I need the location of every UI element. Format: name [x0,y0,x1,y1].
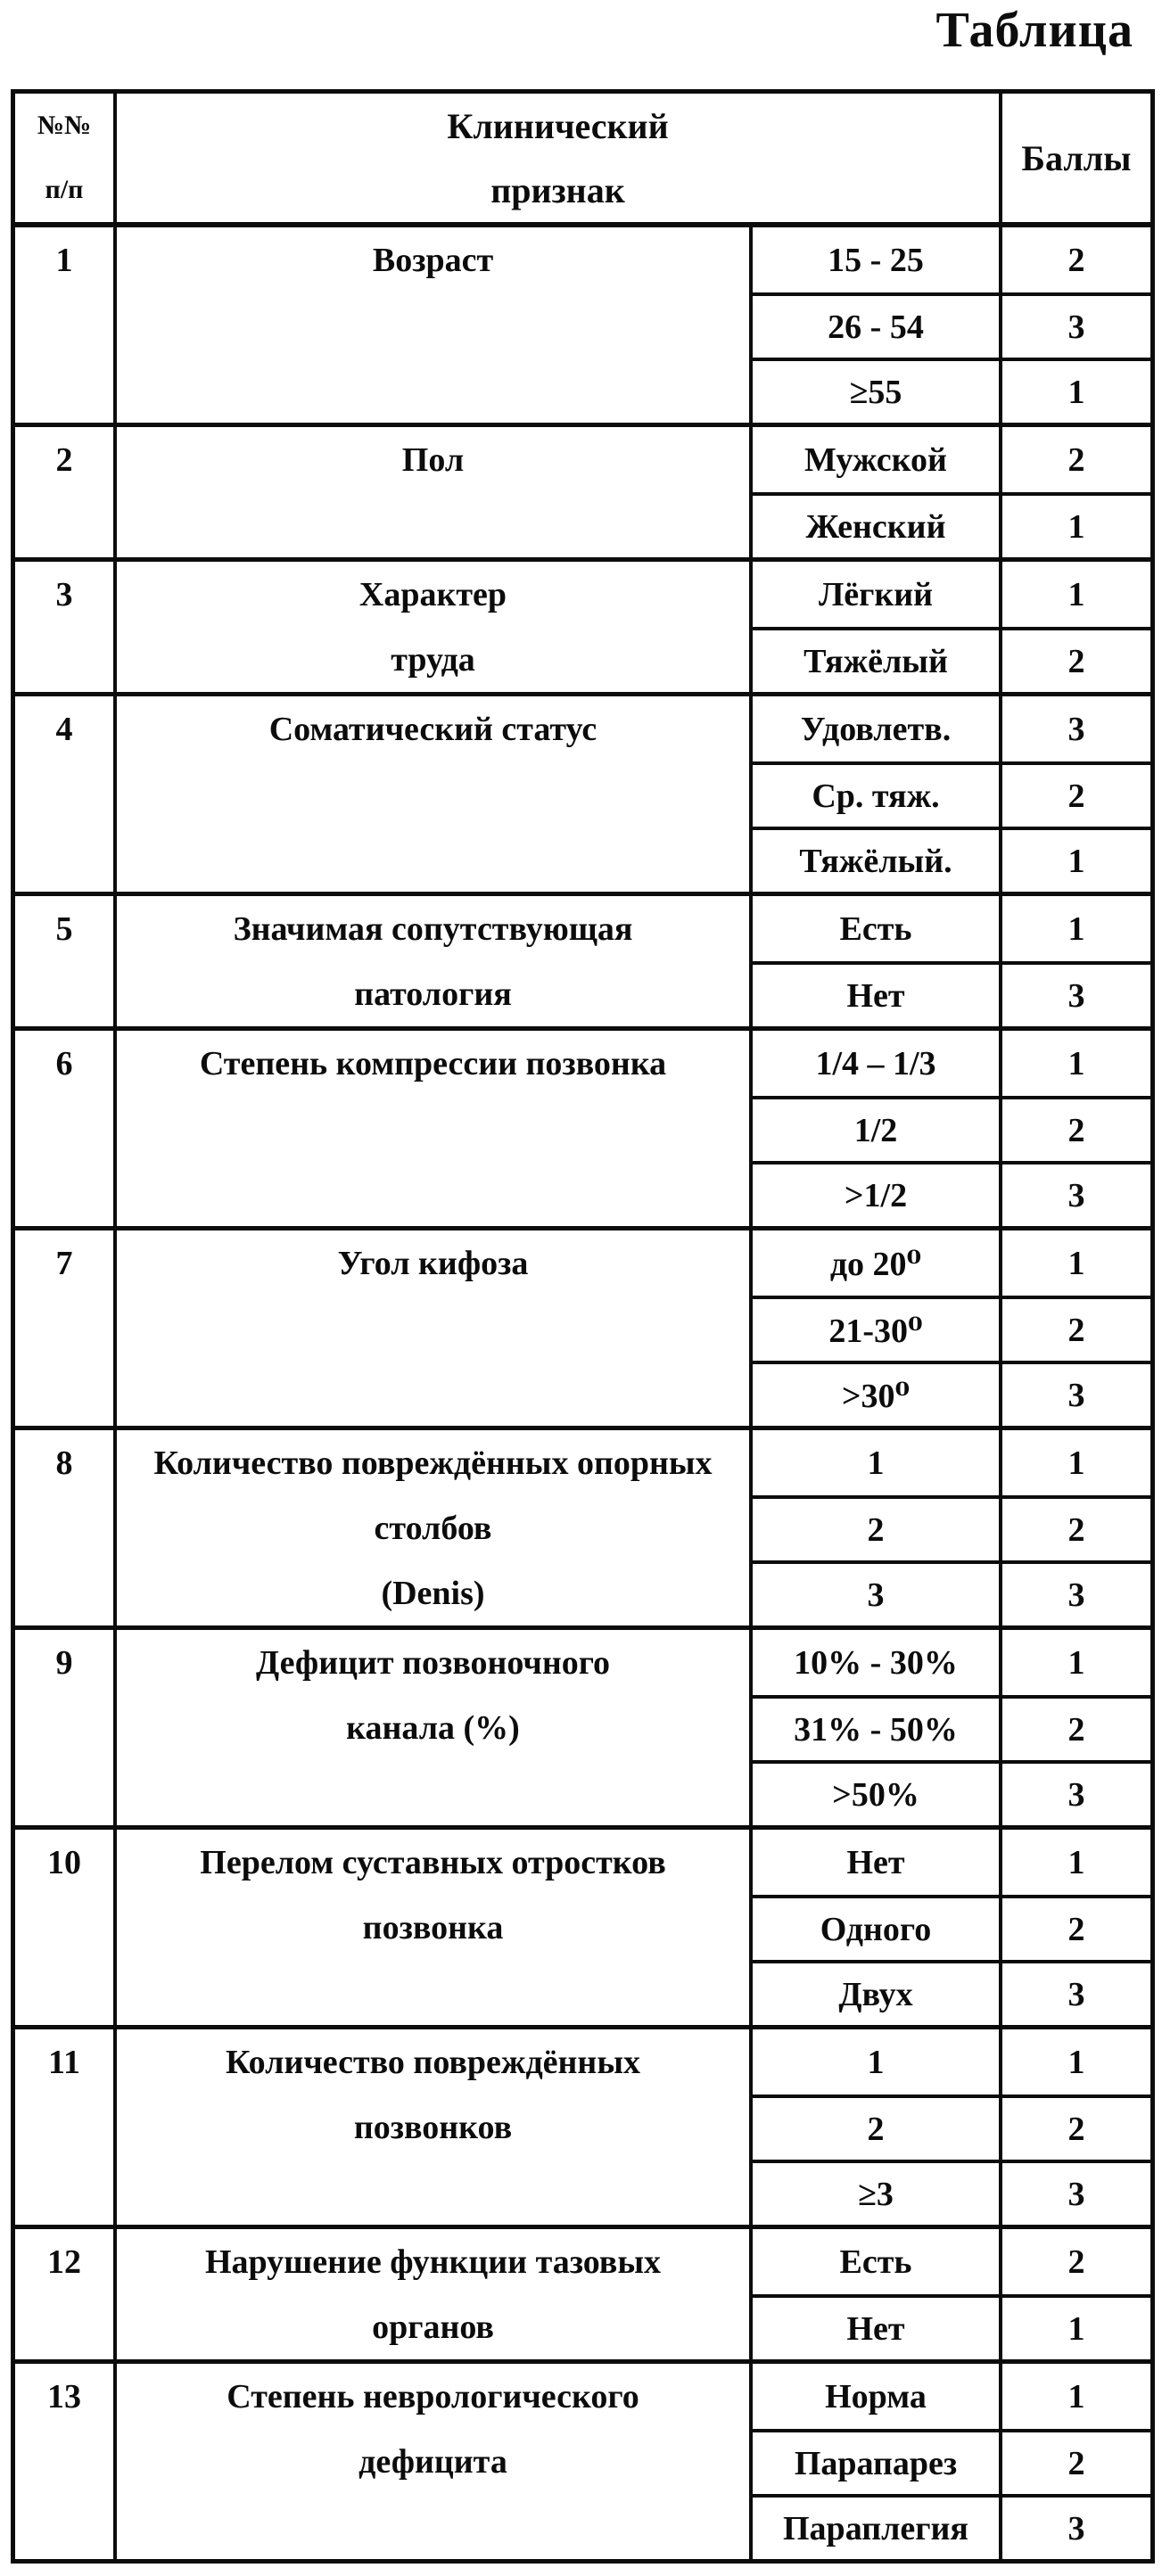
option-points-cell: 3 [1002,1361,1150,1426]
option-value-cell: 1/4 – 1/3 [753,1031,1002,1096]
option-value-cell: Двух [753,1960,1002,2025]
table-group [15,557,1150,692]
table-group [15,1026,1150,1226]
option-points-cell: 1 [1067,1843,1085,1881]
row-number: 12 [47,2243,81,2281]
table-group [15,1625,1150,1825]
option-value-cell: Ср. тяж. [753,761,1002,827]
option-value-cell: 21-30⁰ [753,1296,1002,1361]
table-header [15,94,1150,227]
header-points-cell: Баллы [1021,137,1132,178]
option-points-cell: 1 [1067,909,1085,948]
option-points-cell: 3 [1002,961,1150,1026]
option-points-cell: 1 [1067,1044,1085,1082]
table-group [15,892,1150,1026]
option-points-cell: 3 [1002,2160,1150,2225]
option-points-cell: 1 [1067,2043,1085,2081]
table-group [15,227,1150,423]
row-number: 5 [55,909,73,948]
option-value-cell: 10% - 30% [753,1630,1002,1695]
option-points-cell: 3 [1002,1960,1150,2025]
clinical-sign-line: патология [354,975,512,1013]
option-points-cell: 1 [1067,575,1085,613]
option-points-cell: 3 [1067,710,1085,748]
row-number: 10 [47,1843,81,1881]
scoring-table [11,89,1155,2564]
option-value-cell: Одного [753,1895,1002,1960]
table-group [15,423,1150,557]
row-number-cell [15,896,117,1026]
header-num-line: п/п [45,175,84,204]
option-value-cell: до 20⁰ [753,1230,1002,1296]
clinical-sign-line: Соматический статус [268,710,597,748]
option-value-cell: ≥55 [753,358,1002,423]
row-number-cell [15,2029,117,2225]
row-number: 6 [55,1044,73,1082]
clinical-sign-line: Степень компрессии позвонка [199,1044,667,1082]
row-number-cell [15,227,117,423]
clinical-sign-line: Угол кифоза [337,1244,529,1282]
option-value-cell: Удовлетв. [753,696,1002,761]
row-number: 1 [55,241,73,279]
table-group [15,1426,1150,1625]
option-points-cell: 3 [1002,292,1150,358]
row-number-cell [15,562,117,692]
option-value-cell: Мужской [753,427,1002,492]
clinical-sign-cell [117,1630,753,1825]
option-points-cell: 2 [1002,2429,1150,2494]
clinical-sign-line: труда [391,640,475,679]
clinical-sign-cell [117,1430,753,1625]
clinical-sign-cell [117,896,753,1026]
clinical-sign-line: позвонков [353,2108,513,2146]
header-sign-line: Клинический [447,105,669,146]
clinical-sign-line: Характер [358,575,507,613]
clinical-sign-line: Перелом суставных отростков [200,1843,666,1881]
option-value-cell: Параплегия [753,2494,1002,2559]
option-points-cell: 1 [1002,492,1150,557]
row-number-cell [15,1031,117,1226]
option-points-cell: 1 [1002,358,1150,423]
option-points-cell: 2 [1002,627,1150,692]
option-value-cell: >30⁰ [753,1361,1002,1426]
clinical-sign-line: Возраст [372,241,494,279]
option-points-cell: 3 [1002,2494,1150,2559]
table-group [15,2025,1150,2225]
option-value-cell: 26 - 54 [753,292,1002,358]
clinical-sign-cell [117,2229,753,2359]
header-num-line: №№ [37,111,92,140]
option-value-cell: 1/2 [753,1096,1002,1161]
row-number: 7 [55,1244,73,1282]
row-number: 11 [48,2043,80,2081]
option-value-cell: ≥3 [753,2160,1002,2225]
option-points-cell: 3 [1002,1760,1150,1825]
row-number: 2 [55,440,73,479]
row-number: 9 [55,1643,73,1682]
option-value-cell: 2 [753,2095,1002,2160]
option-value-cell: Нет [753,1830,1002,1895]
clinical-sign-line: дефицита [358,2442,507,2481]
option-value-cell: >1/2 [753,1161,1002,1226]
option-points-cell: 1 [1067,1643,1085,1682]
row-number-cell [15,696,117,892]
row-number: 3 [55,575,73,613]
table-group [15,2359,1150,2559]
page-title: Таблица [935,3,1133,58]
clinical-sign-line: (Denis) [381,1574,485,1612]
row-number: 8 [55,1444,73,1482]
option-value-cell: 3 [753,1560,1002,1625]
option-points-cell: 2 [1002,1495,1150,1560]
option-points-cell: 1 [1002,2294,1150,2359]
clinical-sign-cell [117,1830,753,2025]
clinical-sign-line: Степень неврологического [227,2377,639,2416]
row-number-cell [15,1630,117,1825]
clinical-sign-cell [117,1031,753,1226]
option-points-cell: 2 [1002,2095,1150,2160]
clinical-sign-cell [117,1230,753,1426]
clinical-sign-line: Значимая сопутствующая [233,909,633,948]
option-value-cell: Норма [753,2364,1002,2429]
clinical-sign-line: Дефицит позвоночного [255,1643,611,1682]
option-value-cell: Есть [753,2229,1002,2294]
option-value-cell: Тяжёлый [753,627,1002,692]
option-points-cell: 1 [1067,2377,1085,2416]
option-points-cell: 3 [1002,1161,1150,1226]
option-points-cell: 3 [1002,1560,1150,1625]
table-group [15,2225,1150,2359]
option-points-cell: 1 [1067,1444,1085,1482]
row-number-cell [15,2364,117,2559]
header-sign-cell [117,94,1002,222]
clinical-sign-cell [117,696,753,892]
option-value-cell: Парапарез [753,2429,1002,2494]
row-number-cell [15,1830,117,2025]
row-number: 4 [55,710,73,748]
option-value-cell: 1 [753,2029,1002,2095]
option-points-cell: 2 [1002,1096,1150,1161]
option-value-cell: Женский [753,492,1002,557]
table-group [15,692,1150,892]
clinical-sign-line: органов [372,2308,494,2346]
row-number-cell [15,1230,117,1426]
option-points-cell: 1 [1067,1244,1085,1282]
table-group [15,1226,1150,1426]
option-points-cell: 2 [1002,1296,1150,1361]
clinical-sign-cell [117,562,753,692]
clinical-sign-line: столбов [374,1509,492,1547]
option-points-cell: 2 [1002,1695,1150,1760]
option-points-cell: 2 [1067,2243,1085,2281]
row-number-cell [15,427,117,557]
clinical-sign-line: Нарушение функции тазовых [204,2243,662,2281]
option-value-cell: 15 - 25 [753,227,1002,292]
option-points-cell: 1 [1002,827,1150,892]
clinical-sign-line: позвонка [362,1908,504,1946]
header-num-cell [15,94,117,222]
option-value-cell: Тяжёлый. [753,827,1002,892]
row-number-cell [15,1430,117,1625]
option-points-cell: 2 [1002,761,1150,827]
option-value-cell: Нет [753,2294,1002,2359]
option-value-cell: Лёгкий [753,562,1002,627]
option-value-cell: Есть [753,896,1002,961]
option-value-cell: 31% - 50% [753,1695,1002,1760]
clinical-sign-cell [117,2364,753,2559]
option-points-cell: 2 [1067,440,1085,479]
option-value-cell: >50% [753,1760,1002,1825]
option-points-cell: 2 [1067,241,1085,279]
option-value-cell: 1 [753,1430,1002,1495]
clinical-sign-line: Количество повреждённых опорных [153,1444,713,1482]
option-value-cell: 2 [753,1495,1002,1560]
clinical-sign-cell [117,427,753,557]
row-number: 13 [47,2377,81,2416]
row-number-cell [15,2229,117,2359]
clinical-sign-line: Количество повреждённых [226,2043,640,2081]
header-sign-line: признак [490,169,625,210]
clinical-sign-line: канала (%) [346,1708,520,1747]
clinical-sign-line: Пол [401,440,465,479]
option-points-cell: 2 [1002,1895,1150,1960]
clinical-sign-cell [117,2029,753,2225]
clinical-sign-cell [117,227,753,423]
table-group [15,1825,1150,2025]
table-body [15,227,1150,2559]
option-value-cell: Нет [753,961,1002,1026]
